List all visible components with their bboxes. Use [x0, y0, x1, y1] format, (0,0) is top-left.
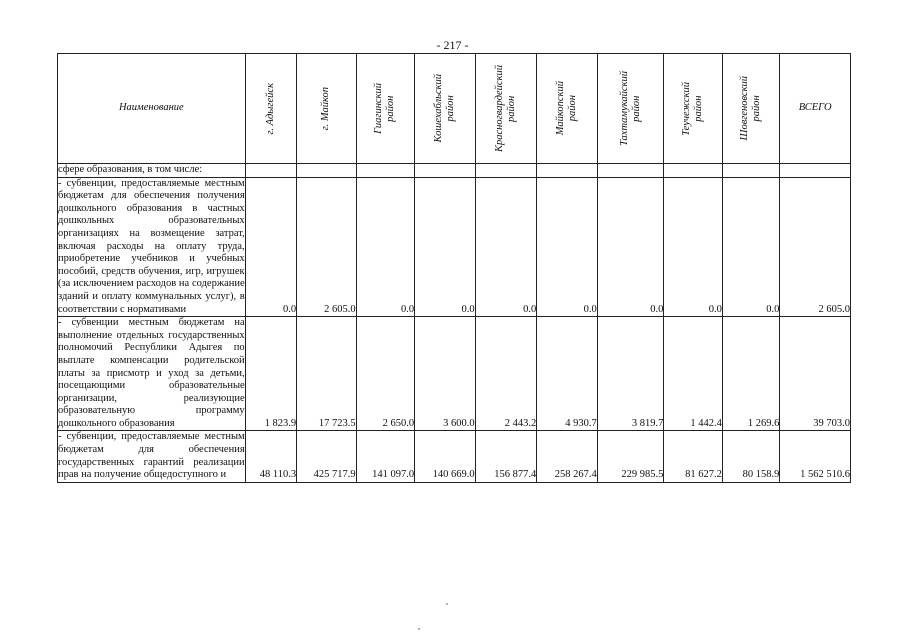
district-label: Гиагинский район	[373, 83, 397, 134]
row-name: - субвенции местным бюджетам на выполнение отдельных государственных полномочий Республики Адыгея по выплате компенсации родительской платы за присмотр и уход за детьми, посещающими образовательные организации, реализующие образовательную программу дошкольного образования	[58, 317, 246, 431]
cell-value: 48 110.3	[245, 431, 296, 482]
cell-value: 156 877.4	[475, 431, 537, 482]
table-row	[58, 177, 851, 317]
cell-total: 1 562 510.6	[780, 431, 851, 482]
cell-value: 0.0	[475, 177, 537, 317]
cell-value: 80 158.9	[722, 431, 780, 482]
cell-value	[537, 164, 598, 178]
district-label: Красногвардейский район	[493, 65, 517, 152]
column-header-district	[356, 54, 415, 164]
scan-speck	[446, 603, 448, 605]
cell-value: 140 669.0	[415, 431, 476, 482]
column-header-total: ВСЕГО	[780, 54, 851, 164]
cell-value	[722, 164, 780, 178]
cell-value	[597, 164, 664, 178]
cell-value	[664, 164, 723, 178]
cell-value: 2 443.2	[475, 317, 537, 431]
cell-value: 0.0	[722, 177, 780, 317]
cell-value: 0.0	[356, 177, 415, 317]
column-header-district	[297, 54, 357, 164]
row-name: - субвенции, предоставляемые местным бюджетам для обеспечения получения дошкольного образования в частных дошкольных образовательных организациях на возмещение затрат, включая расходы на оплату труда, приобретение учебников и учебных пособий, средств обучения, игр, игрушек (за исключением расходов на содержание зданий и оплату коммунальных услуг), в соответствии с нормативами	[58, 177, 246, 317]
table-row	[58, 164, 851, 178]
cell-value: 0.0	[245, 177, 296, 317]
budget-table	[57, 53, 851, 483]
cell-value: 425 717.9	[297, 431, 357, 482]
column-header-district	[537, 54, 598, 164]
cell-value: 81 627.2	[664, 431, 723, 482]
cell-total	[780, 164, 851, 178]
cell-value	[356, 164, 415, 178]
cell-value: 4 930.7	[537, 317, 598, 431]
column-header-district	[245, 54, 296, 164]
cell-value	[297, 164, 357, 178]
cell-value: 3 600.0	[415, 317, 476, 431]
district-label: г. Майкоп	[320, 86, 332, 131]
cell-value	[415, 164, 476, 178]
district-label: г. Адыгейск	[264, 82, 276, 135]
cell-value: 0.0	[664, 177, 723, 317]
column-header-name: Наименование	[58, 54, 246, 164]
column-header-district	[415, 54, 476, 164]
row-name: - субвенции, предоставляемые местным бюджетам для обеспечения государственных гарантий реализации прав на получение общедоступного и	[58, 431, 246, 482]
district-label: Теучежский район	[681, 81, 705, 136]
column-header-district	[597, 54, 664, 164]
cell-total: 39 703.0	[780, 317, 851, 431]
cell-value: 0.0	[537, 177, 598, 317]
cell-value: 2 605.0	[297, 177, 357, 317]
cell-value: 0.0	[597, 177, 664, 317]
district-label: Майкопский район	[554, 81, 578, 136]
cell-value: 1 269.6	[722, 317, 780, 431]
cell-value: 2 650.0	[356, 317, 415, 431]
cell-total: 2 605.0	[780, 177, 851, 317]
cell-value: 229 985.5	[597, 431, 664, 482]
page-number: - 217 -	[436, 38, 469, 52]
column-header-district	[722, 54, 780, 164]
district-label: Кошехабльский район	[432, 74, 456, 143]
district-label: Шовгеновский район	[739, 76, 763, 141]
table-header-row	[58, 54, 851, 164]
table-row	[58, 431, 851, 482]
table-row	[58, 317, 851, 431]
column-header-district	[664, 54, 723, 164]
cell-value: 17 723.5	[297, 317, 357, 431]
cell-value: 258 267.4	[537, 431, 598, 482]
cell-value: 3 819.7	[597, 317, 664, 431]
scan-speck	[418, 628, 420, 630]
row-name: сфере образования, в том числе:	[58, 164, 246, 178]
cell-value	[475, 164, 537, 178]
district-label: Тахтамукайский район	[618, 71, 642, 146]
column-header-district	[475, 54, 537, 164]
cell-value	[245, 164, 296, 178]
cell-value: 0.0	[415, 177, 476, 317]
cell-value: 141 097.0	[356, 431, 415, 482]
cell-value: 1 442.4	[664, 317, 723, 431]
cell-value: 1 823.9	[245, 317, 296, 431]
